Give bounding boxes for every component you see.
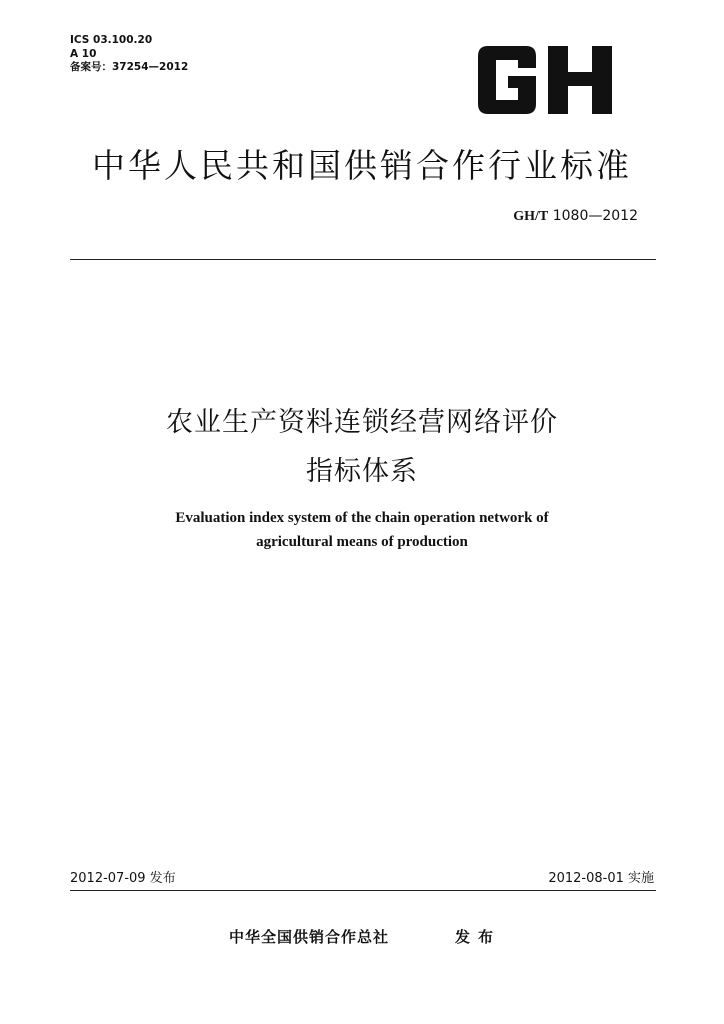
logo-letter-g	[478, 46, 536, 114]
publisher-action: 发布	[455, 928, 502, 946]
chinese-title-line-2: 指标体系	[306, 456, 418, 487]
industry-standard-title: 中华人民共和国供销合作行业标准	[92, 146, 632, 185]
footer-divider	[70, 890, 656, 891]
header-divider	[70, 259, 656, 260]
standard-prefix: GH/T	[513, 209, 549, 224]
english-title-line-1: Evaluation index system of the chain operation network of	[175, 510, 549, 526]
gh-logo	[474, 46, 614, 114]
publisher-name: 中华全国供销合作总社	[229, 928, 390, 946]
classification-block	[70, 34, 188, 75]
ics-code: ICS 03.100.20	[70, 34, 153, 46]
release-date: 2012-07-09 发布	[70, 871, 176, 886]
standard-code: 1080—2012	[552, 208, 638, 224]
logo-letter-h	[548, 46, 612, 114]
classification-code: A 10	[70, 47, 97, 60]
chinese-title-line-1: 农业生产资料连锁经营网络评价	[166, 407, 558, 438]
record-number: 备案号：37254—2012	[70, 61, 189, 73]
implementation-date: 2012-08-01 实施	[548, 871, 654, 886]
standard-number	[513, 208, 638, 225]
english-title-line-2: agricultural means of production	[256, 534, 468, 550]
